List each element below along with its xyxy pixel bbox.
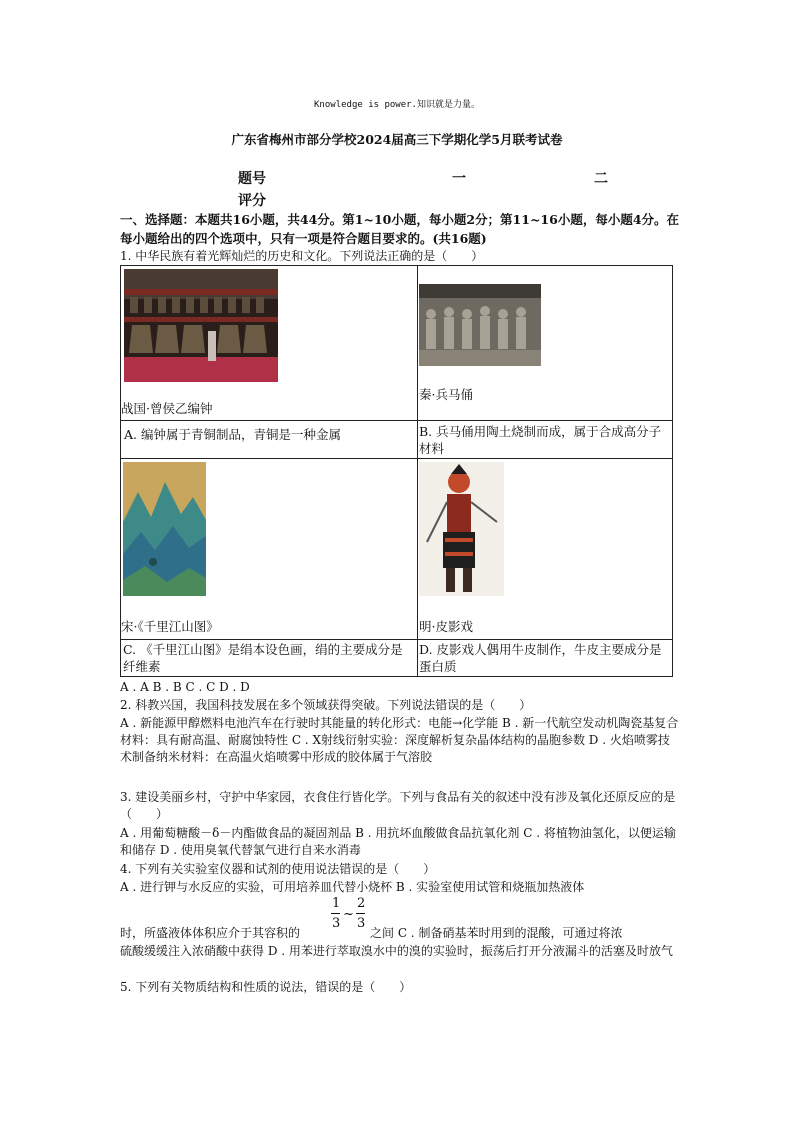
score-table-row-label: 评分 (238, 193, 266, 209)
question-4-line-2a: 时，所盛液体体积应介于其容积的 (120, 926, 301, 940)
range-tilde: ~ (343, 907, 354, 922)
bianzhong-bells-image (124, 269, 278, 382)
fraction-bar (331, 913, 340, 914)
fraction-2-denominator: 3 (357, 916, 366, 931)
question-5-text: 5. 下列有关物质结构和性质的说法，错误的是（ ） (120, 980, 412, 994)
terracotta-army-image (419, 284, 541, 366)
caption-d: 明·皮影戏 (419, 619, 473, 634)
option-d: D. 皮影戏人偶用牛皮制作，牛皮主要成分是蛋白质 (419, 642, 662, 674)
question-3-options: A . 用葡萄糖酸－δ－内酯做食品的凝固剂品 B . 用抗坏血酸做食品抗氧化剂 C . 将植物油氢化，以便运输和储存 D . 使用臭氧代替氯气进行自来水消毒 (120, 826, 676, 857)
shadow-puppet-image (419, 462, 504, 596)
caption-b: 秦·兵马俑 (419, 387, 473, 402)
question-4-line-3: 硫酸缓缓注入浓硝酸中获得 D . 用苯进行萃取溴水中的溴的实验时，振荡后打开分液漏斗的活塞及时放气 (120, 944, 673, 958)
option-c: C. 《千里江山图》是绢本设色画，绢的主要成分是纤维素 (123, 642, 403, 674)
score-table-col-label: 题号 (238, 171, 266, 187)
question-4-line-1: A . 进行钾与水反应的实验，可用培养皿代替小烧杯 B . 实验室使用试管和烧瓶加热液体 (120, 880, 585, 894)
score-table-col-1: 一 (452, 171, 466, 187)
question-4-line-2b: 之间 C . 制备硝基苯时用到的混酸，可通过将浓 (370, 926, 623, 940)
fraction-1-denominator: 3 (332, 916, 341, 931)
question-3-text: 3. 建设美丽乡村，守护中华家园，衣食住行皆化学。下列与食品有关的叙述中没有涉及氧化还原反应的是（ ） (120, 790, 676, 821)
question-4-text: 4. 下列有关实验室仪器和试剂的使用说法错误的是（ ） (120, 862, 436, 876)
question-2-options: A . 新能源甲醇燃料电池汽车在行驶时其能量的转化形式：电能→化学能 B . 新一代航空发动机陶瓷基复合材料：具有耐高温、耐腐蚀特性 C . X射线衍射实验：深度解析复杂晶体结构的晶胞参数 D . 火焰喷雾技术制备纳米材料：在高温火焰喷雾中形成的胶体属于气溶胶 (120, 716, 679, 764)
score-table-col-2: 二 (594, 171, 608, 187)
qianli-jiangshan-painting-image (123, 462, 206, 596)
fraction-bar (356, 913, 365, 914)
question-1-stem: 1. 中华民族有着光辉灿烂的历史和文化。下列说法正确的是（ ） (120, 249, 484, 263)
fraction-2-numerator: 2 (357, 896, 366, 911)
header-motto: Knowledge is power.知识就是力量。 (314, 100, 480, 110)
caption-a: 战国·曾侯乙编钟 (121, 401, 213, 416)
table-divider (417, 266, 418, 676)
section-heading: 一、选择题：本题共16小题，共44分。第1~10小题，每小题2分；第11~16小题，每小题4分。在每小题给出的四个选项中，只有一项是符合题目要求的。(共16题) (120, 212, 680, 246)
fraction-range (330, 896, 370, 936)
option-a: A. 编钟属于青铜制品，青铜是一种金属 (124, 427, 341, 442)
question-1-choices: A . A B . B C . C D . D (120, 680, 250, 694)
question-2-text: 2. 科教兴国，我国科技发展在多个领域获得突破。下列说法错误的是（ ） (120, 698, 532, 712)
table-divider (121, 639, 672, 640)
fraction-1-numerator: 1 (332, 896, 341, 911)
exam-title: 广东省梅州市部分学校2024届高三下学期化学5月联考试卷 (231, 132, 563, 147)
table-divider (121, 458, 672, 459)
table-divider (121, 420, 672, 421)
score-table (238, 168, 658, 212)
caption-c: 宋·《千里江山图》 (121, 619, 219, 634)
question-1-table (120, 265, 673, 677)
option-b: B. 兵马俑用陶土烧制而成，属于合成高分子材料 (419, 424, 662, 456)
